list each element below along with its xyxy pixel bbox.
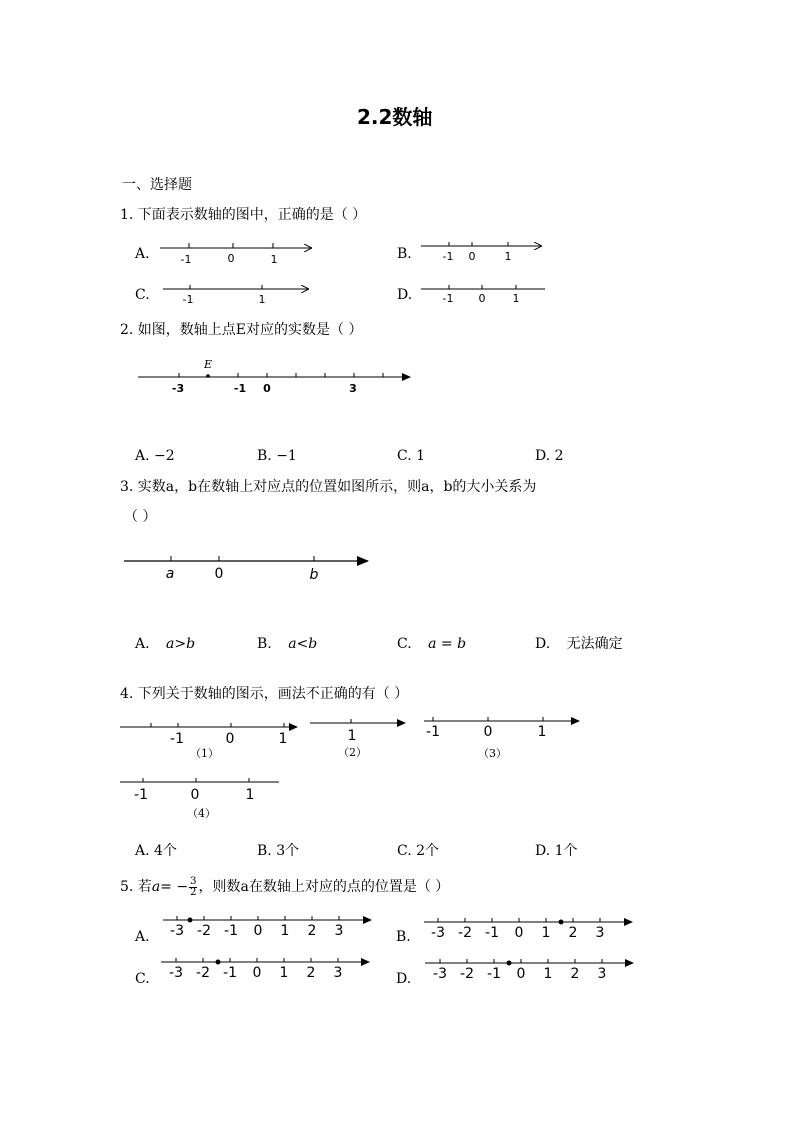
variable-a: a bbox=[151, 879, 161, 895]
page-title: 2.2数轴 bbox=[357, 105, 433, 129]
tick-label: -1 bbox=[442, 250, 454, 263]
q3-option-d[interactable] bbox=[535, 636, 623, 652]
tick-label: -1 bbox=[134, 787, 148, 803]
tick-label: 1 bbox=[537, 724, 547, 740]
tick-label: 1 bbox=[245, 787, 255, 803]
section-heading: 一、选择题 bbox=[122, 177, 192, 193]
point-e-label: E bbox=[203, 358, 213, 371]
tick-label: 1 bbox=[541, 925, 551, 941]
question-2-stem: 2. 如图，数轴上点E对应的实数是（ ） bbox=[120, 322, 363, 338]
fraction-numerator: 3 bbox=[190, 875, 197, 887]
equals-minus: = − bbox=[160, 879, 189, 895]
q5-option-b-number-line[interactable] bbox=[424, 918, 632, 941]
tick-label: 0 bbox=[227, 252, 235, 265]
option-expression: a<b bbox=[288, 636, 318, 652]
tick-label: -2 bbox=[460, 966, 474, 982]
point-e-marker bbox=[206, 374, 210, 378]
q1-option-c-label: C. bbox=[135, 287, 150, 303]
fraction-denominator: 2 bbox=[190, 886, 197, 898]
q5-option-d-number-line[interactable] bbox=[425, 959, 633, 982]
tick-label: -1 bbox=[180, 253, 192, 266]
q4-option-a[interactable]: A. 4个 bbox=[135, 843, 177, 859]
q1-option-a-number-line[interactable] bbox=[160, 243, 311, 266]
q4-figure-2-caption: （2） bbox=[338, 746, 367, 759]
point-marker bbox=[216, 960, 221, 965]
q2-number-line bbox=[138, 358, 410, 395]
q1-option-c-number-line[interactable] bbox=[163, 285, 308, 306]
q4-figure-3 bbox=[424, 717, 579, 740]
option-expression: 无法确定 bbox=[566, 636, 623, 652]
q4-option-c[interactable]: C. 2个 bbox=[397, 843, 440, 859]
q3-number-line bbox=[124, 556, 368, 583]
tick-label: 1 bbox=[278, 731, 288, 747]
tick-label: -2 bbox=[458, 925, 472, 941]
q2-option-c[interactable]: C. 1 bbox=[397, 448, 426, 464]
q4-figure-3-caption: （3） bbox=[478, 747, 507, 760]
option-letter: B. bbox=[257, 636, 272, 652]
tick-label: 1 bbox=[504, 250, 512, 263]
point-marker bbox=[188, 918, 193, 923]
q4-option-d[interactable]: D. 1个 bbox=[535, 843, 578, 859]
q5-option-c-number-line[interactable] bbox=[161, 958, 369, 981]
option-letter: C. bbox=[397, 636, 412, 652]
tick-label: -3 bbox=[169, 965, 183, 981]
tick-label: 0 bbox=[190, 787, 200, 803]
tick-label: 0 bbox=[252, 965, 262, 981]
q4-option-b[interactable]: B. 3个 bbox=[257, 843, 300, 859]
fraction-three-halves bbox=[189, 877, 197, 898]
tick-label: 2 bbox=[306, 965, 316, 981]
tick-label: 1 bbox=[347, 728, 357, 744]
point-marker bbox=[507, 961, 512, 966]
stem-suffix: ，则数a在数轴上对应的点的位置是（ ） bbox=[198, 879, 450, 895]
tick-label: -2 bbox=[196, 965, 210, 981]
tick-label: 3 bbox=[595, 925, 605, 941]
tick-label: 0 bbox=[483, 724, 493, 740]
tick-label: -1 bbox=[426, 724, 440, 740]
tick-label: 3 bbox=[333, 965, 343, 981]
tick-label: -3 bbox=[170, 923, 184, 939]
tick-label: -1 bbox=[487, 966, 501, 982]
tick-label: 2 bbox=[568, 925, 578, 941]
question-3-stem-continued: （ ） bbox=[124, 509, 157, 525]
q3-option-a[interactable] bbox=[135, 636, 195, 652]
tick-label-0: 0 bbox=[214, 566, 224, 582]
question-5-stem bbox=[120, 876, 449, 898]
tick-label: 0 bbox=[263, 382, 271, 395]
tick-label: -3 bbox=[431, 925, 445, 941]
q1-option-b-number-line[interactable] bbox=[421, 242, 541, 263]
q2-option-b[interactable]: B. −1 bbox=[257, 448, 297, 464]
q5-option-b-label: B. bbox=[396, 929, 411, 945]
tick-label: 0 bbox=[514, 925, 524, 941]
tick-label: 1 bbox=[280, 923, 290, 939]
tick-label: 1 bbox=[279, 965, 289, 981]
tick-label: -1 bbox=[233, 382, 247, 395]
tick-label: 1 bbox=[543, 966, 553, 982]
tick-label: -3 bbox=[433, 966, 447, 982]
tick-label: 3 bbox=[334, 923, 344, 939]
question-1-stem: 1. 下面表示数轴的图中，正确的是（ ） bbox=[120, 207, 367, 223]
tick-label-a: a bbox=[165, 566, 175, 582]
q2-option-d[interactable]: D. 2 bbox=[535, 448, 564, 464]
tick-label: 1 bbox=[270, 253, 278, 266]
tick-label-b: b bbox=[309, 567, 319, 583]
q1-option-d-label: D. bbox=[397, 287, 413, 303]
question-3-stem: 3. 实数a，b在数轴上对应点的位置如图所示，则a，b的大小关系为 bbox=[120, 479, 537, 495]
q5-option-d-label: D. bbox=[396, 971, 412, 987]
q4-figure-4 bbox=[120, 778, 279, 803]
tick-label: 0 bbox=[516, 966, 526, 982]
tick-label: -1 bbox=[485, 925, 499, 941]
tick-label: 2 bbox=[307, 923, 317, 939]
tick-label: 2 bbox=[570, 966, 580, 982]
stem-prefix: 5. 若 bbox=[120, 879, 152, 895]
q3-option-c[interactable] bbox=[397, 636, 466, 652]
tick-label: -1 bbox=[442, 292, 454, 305]
q5-option-a-number-line[interactable] bbox=[163, 916, 371, 939]
tick-label: 0 bbox=[253, 923, 263, 939]
q5-option-c-label: C. bbox=[135, 971, 150, 987]
tick-label: 0 bbox=[225, 731, 235, 747]
q3-option-b[interactable] bbox=[257, 636, 317, 652]
tick-label: 1 bbox=[258, 293, 266, 306]
option-expression: a>b bbox=[166, 636, 196, 652]
option-letter: A. bbox=[135, 636, 150, 652]
question-4-stem: 4. 下列关于数轴的图示，画法不正确的有（ ） bbox=[120, 686, 409, 702]
q1-option-a-label: A. bbox=[135, 246, 150, 262]
tick-label: -3 bbox=[171, 382, 185, 395]
tick-label: 0 bbox=[468, 250, 476, 263]
q4-figure-4-caption: （4） bbox=[187, 807, 216, 820]
q4-figure-2 bbox=[310, 719, 405, 744]
tick-label: -2 bbox=[197, 923, 211, 939]
tick-label: -1 bbox=[170, 731, 184, 747]
q5-option-a-label: A. bbox=[135, 929, 150, 945]
tick-label: -1 bbox=[224, 923, 238, 939]
tick-label: 1 bbox=[512, 292, 520, 305]
point-marker bbox=[559, 920, 564, 925]
option-letter: D. bbox=[535, 636, 551, 652]
tick-label: -1 bbox=[223, 965, 237, 981]
tick-label: 3 bbox=[597, 966, 607, 982]
option-expression: a = b bbox=[428, 636, 467, 652]
q1-option-b-label: B. bbox=[397, 246, 412, 262]
q4-figure-1-caption: （1） bbox=[190, 747, 219, 760]
q1-option-d-number-line[interactable] bbox=[421, 285, 545, 305]
tick-label: 3 bbox=[349, 382, 357, 395]
tick-label: 0 bbox=[478, 292, 486, 305]
tick-label: -1 bbox=[182, 293, 194, 306]
q4-figure-1 bbox=[120, 723, 297, 747]
q2-option-a[interactable]: A. −2 bbox=[135, 448, 175, 464]
